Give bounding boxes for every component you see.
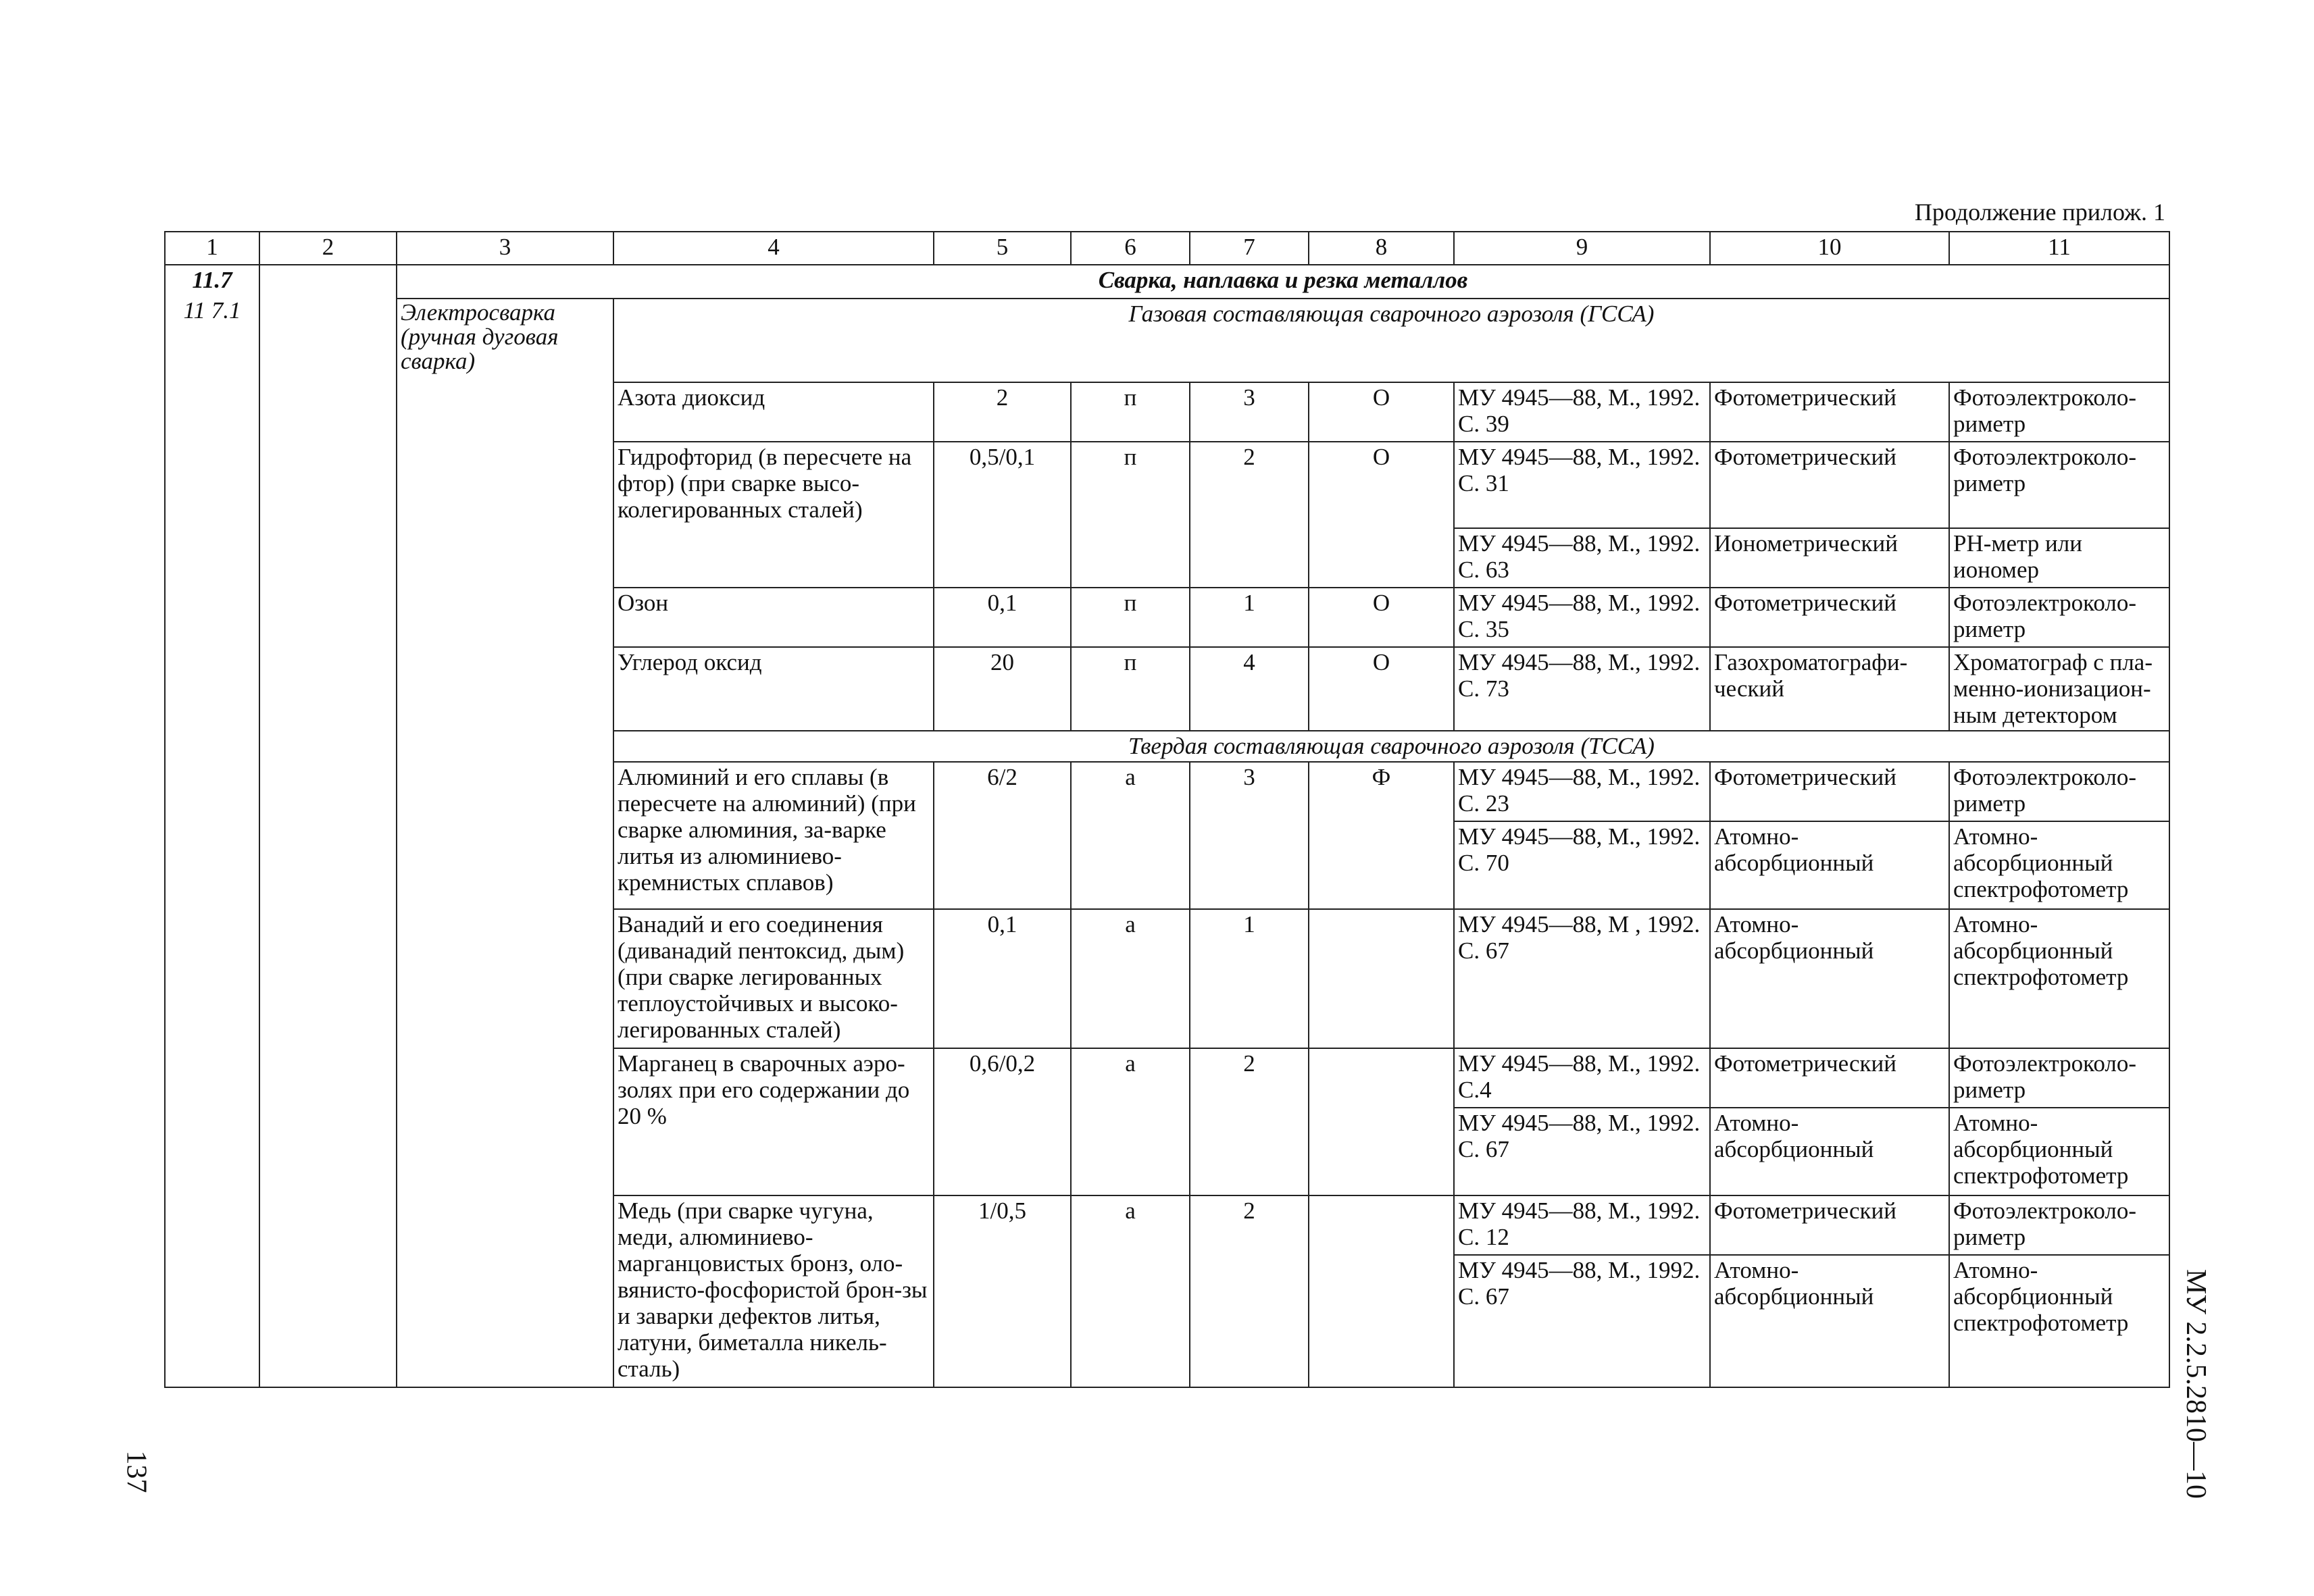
measurement-method: Фотометрический <box>1710 1195 1949 1255</box>
measurement-device: Атомно-абсорбционный спектрофотометр <box>1949 1108 2169 1195</box>
pdk-value: 0,1 <box>934 588 1071 647</box>
method-document: МУ 4945—88, М., 1992. С. 35 <box>1454 588 1710 647</box>
column-number-3: 3 <box>397 232 613 265</box>
column-number-6: 6 <box>1071 232 1190 265</box>
method-document: МУ 4945—88, М , 1992. С. 67 <box>1454 909 1710 1048</box>
measurement-method: Атомно-абсорбционный <box>1710 909 1949 1048</box>
section-number: 11.7 <box>192 267 232 293</box>
aggregate-state: а <box>1071 762 1190 909</box>
method-document: МУ 4945—88, М., 1992. С. 39 <box>1454 382 1710 442</box>
substance-name: Азота диоксид <box>613 382 934 442</box>
gas-component-title: Газовая составляющая сварочного аэрозоля (ГССА) <box>613 299 2169 382</box>
pdk-value: 0,5/0,1 <box>934 442 1071 588</box>
measurement-device: Фотоэлектроколо-риметр <box>1949 1048 2169 1108</box>
measurement-method: Фотометрический <box>1710 762 1949 821</box>
measurement-method: Фотометрический <box>1710 588 1949 647</box>
substance-name: Озон <box>613 588 934 647</box>
gas-component-row <box>165 299 2169 382</box>
action-feature <box>1309 1195 1454 1387</box>
measurement-method: Фотометрический <box>1710 442 1949 528</box>
aggregate-state: п <box>1071 442 1190 588</box>
substance-name: Ванадий и его соединения (диванадий пентоксид, дым) (при сварке легированных теплоустойчивых и высоко-легированных сталей) <box>613 909 934 1048</box>
column-number-4: 4 <box>613 232 934 265</box>
substance-name: Медь (при сварке чугуна, меди, алюминиево-марганцовистых бронз, оло-вянисто-фосфористой брон-зы и заварки дефектов литья, латуни, биметалла никель-сталь) <box>613 1195 934 1387</box>
method-document: МУ 4945—88, М., 1992. С. 70 <box>1454 821 1710 909</box>
measurement-device: Атомно-абсорбционный спектрофотометр <box>1949 909 2169 1048</box>
pdk-value: 0,1 <box>934 909 1071 1048</box>
measurement-device: Хроматограф с пла-менно-ионизацион-ным детектором <box>1949 647 2169 731</box>
pdk-value: 0,6/0,2 <box>934 1048 1071 1195</box>
column-2-cell <box>259 265 397 1387</box>
hazard-class: 3 <box>1190 762 1309 909</box>
action-feature <box>1309 1048 1454 1195</box>
hazard-class: 3 <box>1190 382 1309 442</box>
measurement-method: Газохроматографи-ческий <box>1710 647 1949 731</box>
column-number-5: 5 <box>934 232 1071 265</box>
section-row <box>165 265 2169 299</box>
hazard-class: 4 <box>1190 647 1309 731</box>
pdk-value: 6/2 <box>934 762 1071 909</box>
column-number-2: 2 <box>259 232 397 265</box>
method-document: МУ 4945—88, М., 1992. С. 73 <box>1454 647 1710 731</box>
aggregate-state: а <box>1071 909 1190 1048</box>
hazard-class: 1 <box>1190 588 1309 647</box>
method-document: МУ 4945—88, М., 1992. С. 67 <box>1454 1255 1710 1387</box>
measurement-device: Фотоэлектроколо-риметр <box>1949 382 2169 442</box>
action-feature: О <box>1309 442 1454 588</box>
column-number-8: 8 <box>1309 232 1454 265</box>
aggregate-state: а <box>1071 1195 1190 1387</box>
substance-name: Гидрофторид (в пересчете на фтор) (при сварке высо-колегированных сталей) <box>613 442 934 588</box>
method-document: МУ 4945—88, М., 1992. С.4 <box>1454 1048 1710 1108</box>
measurement-device: Фотоэлектроколо-риметр <box>1949 1195 2169 1255</box>
continuation-label: Продолжение прилож. 1 <box>1914 199 2165 226</box>
page-number: 137 <box>120 1450 152 1493</box>
measurement-device: Фотоэлектроколо-риметр <box>1949 442 2169 528</box>
aggregate-state: п <box>1071 588 1190 647</box>
column-number-row <box>165 232 2169 265</box>
method-document: МУ 4945—88, М., 1992. С. 63 <box>1454 528 1710 588</box>
action-feature <box>1309 909 1454 1048</box>
process-name: Электросварка (ручная дуговая сварка) <box>397 299 613 1387</box>
measurement-device: PH-метр или иономер <box>1949 528 2169 588</box>
section-title: Сварка, наплавка и резка металлов <box>397 265 2169 299</box>
column-number-7: 7 <box>1190 232 1309 265</box>
pdk-value: 2 <box>934 382 1071 442</box>
action-feature: О <box>1309 382 1454 442</box>
solid-component-title: Твердая составляющая сварочного аэрозоля (ТССА) <box>613 731 2169 762</box>
substance-name: Алюминий и его сплавы (в пересчете на алюминий) (при сварке алюминия, за-варке литья из алюминиево-кремнистых сплавов) <box>613 762 934 909</box>
method-document: МУ 4945—88, М., 1992. С. 31 <box>1454 442 1710 528</box>
method-document: МУ 4945—88, М., 1992. С. 67 <box>1454 1108 1710 1195</box>
section-number-cell <box>165 265 259 1387</box>
action-feature: О <box>1309 588 1454 647</box>
subsection-number: 11 7.1 <box>183 297 241 324</box>
hygiene-standards-table <box>164 231 2170 1388</box>
hazard-class: 1 <box>1190 909 1309 1048</box>
measurement-method: Атомно-абсорбционный <box>1710 821 1949 909</box>
aggregate-state: а <box>1071 1048 1190 1195</box>
measurement-method: Фотометрический <box>1710 382 1949 442</box>
method-document: МУ 4945—88, М., 1992. С. 23 <box>1454 762 1710 821</box>
substance-name: Углерод оксид <box>613 647 934 731</box>
measurement-device: Атомно-абсорбционный спектрофотометр <box>1949 1255 2169 1387</box>
measurement-method: Фотометрический <box>1710 1048 1949 1108</box>
method-document: МУ 4945—88, М., 1992. С. 12 <box>1454 1195 1710 1255</box>
column-number-9: 9 <box>1454 232 1710 265</box>
hazard-class: 2 <box>1190 1195 1309 1387</box>
measurement-method: Атомно-абсорбционный <box>1710 1108 1949 1195</box>
hazard-class: 2 <box>1190 442 1309 588</box>
action-feature: Ф <box>1309 762 1454 909</box>
measurement-method: Ионометрический <box>1710 528 1949 588</box>
measurement-device: Фотоэлектроколо-риметр <box>1949 588 2169 647</box>
document-code: МУ 2.2.5.2810—10 <box>2180 1268 2212 1499</box>
measurement-device: Фотоэлектроколо-риметр <box>1949 762 2169 821</box>
column-number-1: 1 <box>165 232 259 265</box>
substance-name: Марганец в сварочных аэро-золях при его содержании до 20 % <box>613 1048 934 1195</box>
pdk-value: 1/0,5 <box>934 1195 1071 1387</box>
aggregate-state: п <box>1071 382 1190 442</box>
measurement-method: Атомно-абсорбционный <box>1710 1255 1949 1387</box>
column-number-10: 10 <box>1710 232 1949 265</box>
action-feature: О <box>1309 647 1454 731</box>
column-number-11: 11 <box>1949 232 2169 265</box>
measurement-device: Атомно-абсорбционный спектрофотометр <box>1949 821 2169 909</box>
pdk-value: 20 <box>934 647 1071 731</box>
aggregate-state: п <box>1071 647 1190 731</box>
hazard-class: 2 <box>1190 1048 1309 1195</box>
